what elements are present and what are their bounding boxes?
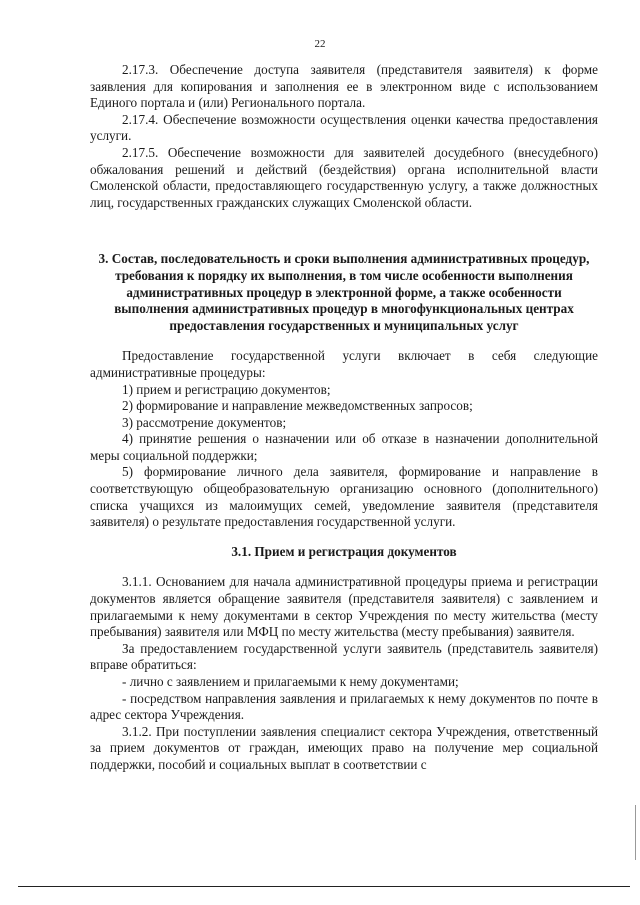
section-3-heading: 3. Состав, последовательность и сроки выполнения административных процедур, требования к порядку их выполнения, в том числе особенности выполнения административных процедур в электронной форме, а также особенности выполнения административных процедур в многофункциональных центрах предоставления государственных и муниципальных услуг [98, 251, 590, 333]
procedure-item-4: 4) принятие решения о назначении или об отказе в назначении дополнительной меры социальной поддержки; [90, 431, 598, 463]
section-3-intro: Предоставление государственной услуги включает в себя следующие административные процедуры: [90, 348, 598, 380]
paragraph-3-1-2: 3.1.2. При поступлении заявления специалист сектора Учреждения, ответственный за прием документов от граждан, имеющих право на получение мер социальной поддержки, пособий и социальных выплат в соответствии с [90, 723, 598, 772]
procedure-item-2: 2) формирование и направление межведомственных запросов; [122, 398, 473, 414]
subsection-3-1-heading: 3.1. Прием и регистрация документов [231, 543, 457, 559]
paragraph-2-17-3: 2.17.3. Обеспечение доступа заявителя (представителя заявителя) к форме заявления для копирования и заполнения ее в электронном виде с использованием Единого портала и (или) Регионального портала. [90, 62, 598, 111]
procedure-item-1: 1) прием и регистрацию документов; [122, 381, 331, 397]
scan-margin-mark [635, 805, 636, 860]
bottom-rule [18, 886, 630, 887]
paragraph-2-17-5: 2.17.5. Обеспечение возможности для заявителей досудебного (внесудебного) обжалования решений и действий (бездействия) органа исполнительной власти Смоленской области, предоставляющего государственную услугу, а также должностных лиц, государственных гражданских служащих Смоленской области. [90, 144, 598, 210]
paragraph-applicant-right: За предоставлением государственной услуги заявитель (представитель заявителя) вправе обратиться: [90, 640, 598, 673]
paragraph-3-1-1: 3.1.1. Основанием для начала административной процедуры приема и регистрации документов является обращение заявителя (представителя заявителя) с заявлением и прилагаемыми к нему документами в сектор Учреждения по месту жительства (месту пребывания) заявителя или МФЦ по месту жительства (месту пребывания) заявителя. [90, 574, 598, 640]
list-item-by-mail: - посредством направления заявления и прилагаемых к нему документов по почте в адрес сектора Учреждения. [90, 690, 598, 723]
page-number: 22 [314, 38, 326, 50]
page-body [90, 62, 598, 774]
procedure-item-3: 3) рассмотрение документов; [122, 414, 287, 430]
list-item-in-person: - лично с заявлением и прилагаемыми к нему документами; [122, 674, 459, 689]
paragraph-2-17-4: 2.17.4. Обеспечение возможности осуществления оценки качества предоставления услуги. [90, 111, 598, 144]
procedure-item-5: 5) формирование личного дела заявителя, формирование и направление в соответствующую общеобразовательную организацию основного (дополнительного) списка учащихся из малоимущих семей, уведомление заявителя (представителя заявителя) о результате предоставления государственной услуги. [90, 464, 598, 530]
